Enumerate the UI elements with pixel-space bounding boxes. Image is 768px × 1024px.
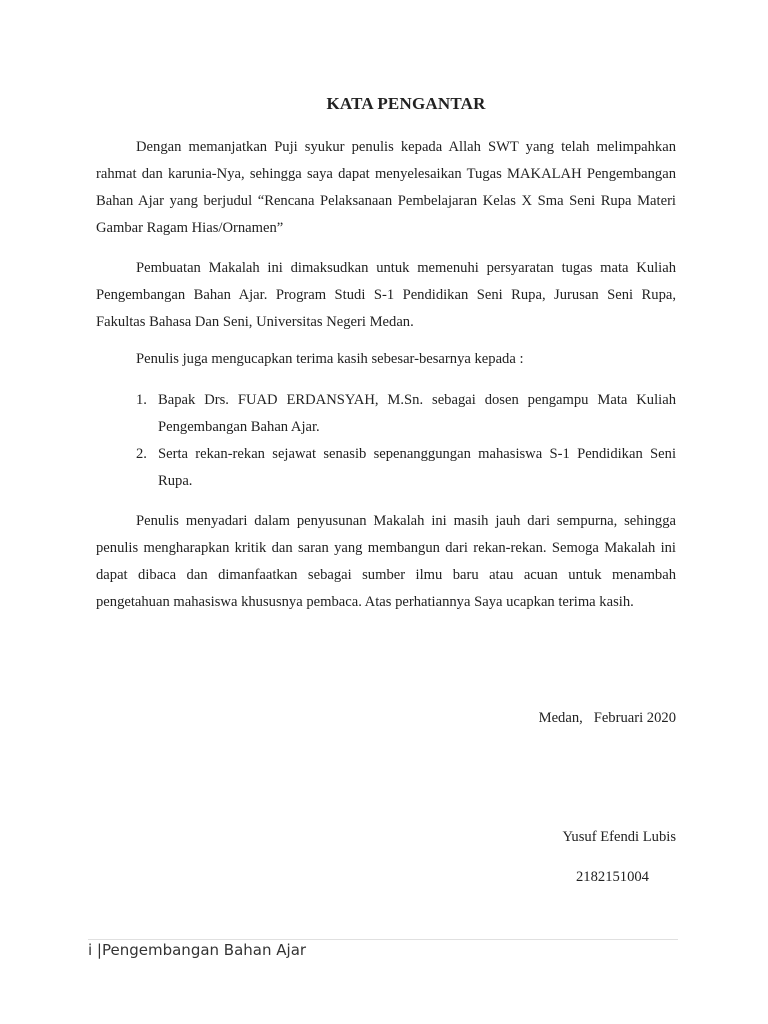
place-date: Medan, Februari 2020	[538, 710, 676, 726]
page-footer: i |Pengembangan Bahan Ajar	[88, 941, 307, 959]
author-nim: 2182151004	[576, 869, 649, 885]
thanks-list	[96, 387, 676, 495]
list-item-text: Serta rekan-rekan sejawat senasib sepenanggungan mahasiswa S-1 Pendidikan Seni Rupa.	[158, 446, 676, 489]
list-number: 2.	[136, 446, 147, 462]
list-item	[96, 441, 676, 495]
paragraph-opening: Dengan memanjatkan Puji syukur penulis kepada Allah SWT yang telah melimpahkan rahmat dan karunia-Nya, sehingga saya dapat menyelesaikan Tugas MAKALAH Pengembangan Bahan Ajar yang berjudul “Rencana Pelaksanaan Pembelajaran Kelas X Sma Seni Rupa Materi Gambar Ragam Hias/Ornamen”	[96, 139, 676, 236]
list-number: 1.	[136, 392, 147, 408]
paragraph-thanks-intro: Penulis juga mengucapkan terima kasih sebesar-besarnya kepada :	[136, 351, 524, 367]
author-name: Yusuf Efendi Lubis	[562, 829, 676, 845]
list-item-text: Bapak Drs. FUAD ERDANSYAH, M.Sn. sebagai dosen pengampu Mata Kuliah Pengembangan Bahan Ajar.	[158, 392, 676, 435]
list-item	[96, 387, 676, 441]
paragraph-closing: Penulis menyadari dalam penyusunan Makalah ini masih jauh dari sempurna, sehingga penulis mengharapkan kritik dan saran yang membangun dari rekan-rekan. Semoga Makalah ini dapat dibaca dan dimanfaatkan sebagai sumber ilmu baru atau acuan untuk menambah pengetahuan mahasiswa khususnya pembaca. Atas perhatiannya Saya ucapkan terima kasih.	[96, 513, 676, 610]
page-title: KATA PENGANTAR	[326, 94, 486, 113]
footer-divider	[88, 939, 678, 940]
paragraph-purpose: Pembuatan Makalah ini dimaksudkan untuk memenuhi persyaratan tugas mata Kuliah Pengembangan Bahan Ajar. Program Studi S-1 Pendidikan Seni Rupa, Jurusan Seni Rupa, Fakultas Bahasa Dan Seni, Universitas Negeri Medan.	[96, 260, 676, 330]
